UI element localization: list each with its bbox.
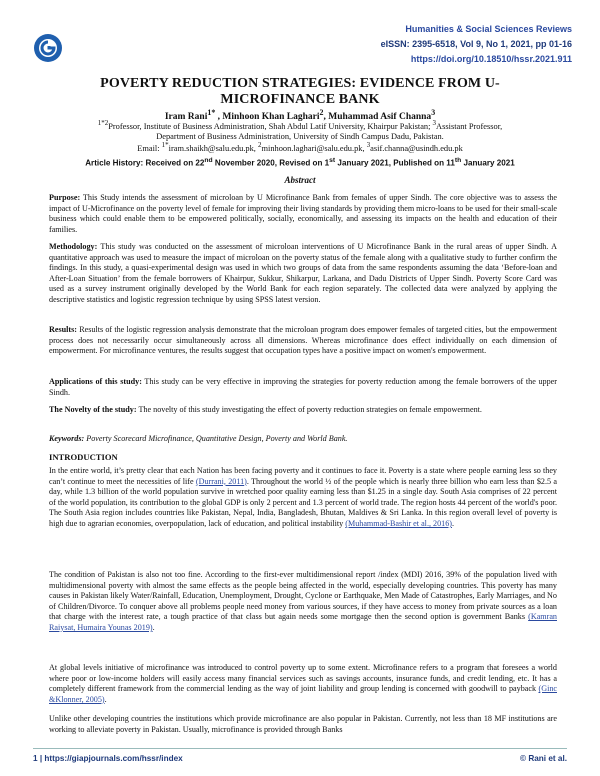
affil-part-2: Assistant Professor,: [436, 121, 503, 131]
intro-p2-text: .: [152, 622, 155, 632]
history-text: January 2021: [461, 158, 515, 168]
email-3[interactable]: asif.channa@usindh.edu.pk: [370, 143, 463, 153]
author-2-sup: 2: [319, 108, 324, 117]
history-sup: nd: [204, 157, 213, 164]
author-3: Muhammad Asif Channa: [328, 112, 432, 123]
footer-page-link[interactable]: 1 | https://giapjournals.com/hssr/index: [33, 754, 183, 763]
applications-paragraph: [49, 377, 557, 398]
intro-paragraph-1: [49, 466, 557, 530]
history-text: November 2020, Revised on 1: [212, 158, 330, 168]
citation-link[interactable]: (Muhammad-Bashir et al., 2016): [345, 518, 452, 528]
footer-divider: [33, 748, 567, 749]
journal-header: [381, 22, 572, 67]
keywords-text: Poverty Scorecard Microfinance, Quantitative Design, Poverty and World Bank.: [84, 434, 348, 443]
intro-p1-text: . Throughout the world ½ of the people which is nearly three billion who earn less than $2.5 a day, while 1.3 billion of the world population survive in wretched poor quality earning less than $1.25 in a single day. South Asia comprises of 22 percent of the world population, its contribution to the global GDP is only 2 percent and 1.3 percent of world trade. The region hosts 44 percent of the world's poor. The South Asia region includes countries like Pakistan, Nepal, India, Bangladesh, Bhutan, Maldives & Sri Lanka. In this region overall level of poverty is high due to agrarian economies, overpopulation, lack of education, and political instability: [49, 476, 557, 528]
affil-line-2: Department of Business Administration, University of Sindh Campus Dadu, Pakistan.: [156, 132, 444, 142]
citation-link[interactable]: (Durrani, 2011): [195, 476, 247, 486]
citation-link[interactable]: (Ginc &Klonner, 2005): [49, 684, 557, 704]
history-sup: th: [454, 157, 462, 164]
author-1: Iram Rani: [164, 112, 208, 123]
methodology-text: This study was conducted on the assessment of microloan interventions of U Microfinance Bank in the rural areas of upper Sindh. A quantitative approach was used to measure the impact of microloan on the poverty status of the female along with a qualitative study to further confirm the findings. In this study, a quasi-experimental design was used in which two groups of data from the same respondents assuming the data ‘Before-loan and After-Loan Situation’ from the female borrowers of Khairpur, Sukkur, Shikarpur, Larkana, and Dadu Districts of Upper Sindh. Poverty Score Card was used as a survey instrument originally developed by the World Bank for each region separately. The collected data were analyzed by applying the descriptive statistics and logistic regression technique by using SPSS latest version.: [49, 242, 557, 304]
methodology-paragraph: [49, 242, 557, 306]
email-1[interactable]: iram.shaikh@salu.edu.pk,: [168, 143, 258, 153]
email-2[interactable]: minhoon.laghari@salu.edu.pk,: [261, 143, 367, 153]
intro-p3-text: .: [104, 694, 107, 704]
journal-logo-icon: [33, 33, 63, 63]
email-sup: 3: [366, 141, 371, 149]
title-line-2: MICROFINANCE BANK: [220, 92, 380, 107]
email-sup: 2: [257, 141, 262, 149]
novelty-text: The novelty of this study investigating the effect of poverty reduction strategies on female empowerment.: [136, 405, 482, 414]
issn-line: eISSN: 2395-6518, Vol 9, No 1, 2021, pp 01-16: [380, 39, 572, 49]
history-sup: st: [329, 157, 336, 164]
page-footer: [33, 754, 567, 768]
keywords-line: [49, 434, 557, 445]
author-1-sup: 1*: [207, 108, 216, 117]
purpose-label: Purpose:: [49, 193, 81, 202]
results-text: Results of the logistic regression analysis demonstrate that the microloan program does empower females of targeted cities, but the empowerment process does not necessarily occur simultaneously across all dimensions. Whereas microfinance does effect individually on each dimension of empowerment. For microfinance ventures, the results suggest that occupation types have a positive impact on women's empowerment.: [49, 325, 557, 356]
journal-name: Humanities & Social Sciences Reviews: [405, 24, 572, 34]
author-sep: ,: [215, 112, 223, 123]
intro-p1-text: .: [452, 518, 455, 528]
author-emails: [30, 140, 570, 154]
abstract-heading: Abstract: [284, 175, 316, 185]
affil-sup: 1*2: [97, 119, 109, 127]
intro-p2-text: The condition of Pakistan is also not too fine. According to the first-ever multidimensional report /index (MDI) 2016, 39% of the population lived with multidimensional poverty with almost the same effects as the people being affected in the world, especially developing countries. This poverty has many causes in Pakistan likely Water/Rainfall, Education, Unemployment, Drought, Cyclone or Earthquake, Men Made of Catastrophes, Early Marriages, and No of Children/Divorce. To conquer above all problems people need money from various sources, if they have access to money from private sources as a loan that charge with the interest rate, a tough practice of that class but again needs some mortgage then the second option is government Banks: [49, 570, 557, 622]
affil-part-1: Professor, Institute of Business Administration, Shah Abdul Latif University, Khairpur Pakistan;: [108, 121, 433, 131]
affil-sup: 3: [432, 119, 437, 127]
keywords-label: Keywords:: [49, 434, 85, 443]
methodology-label: Methodology:: [49, 242, 98, 251]
doi-link[interactable]: https://doi.org/10.18510/hssr.2021.911: [410, 54, 572, 64]
applications-text: This study can be very effective in improving the strategies for poverty reduction among the female borrowers of the upper Sindh.: [49, 377, 557, 397]
purpose-paragraph: [49, 193, 557, 235]
intro-p1-text: In the entire world, it’s pretty clear that each Nation has been facing poverty and it continues to face it. Poverty is a state where people earning less so they can’t continue to meet the necessities of life: [49, 466, 557, 486]
email-label: Email:: [137, 143, 162, 153]
author-2: Minhoon Khan Laghari: [222, 112, 320, 123]
intro-paragraph-3: [49, 663, 557, 705]
results-label: Results:: [49, 325, 77, 334]
intro-p4-text: Unlike other developing countries the institutions which provide microfinance are also popular in Pakistan. Currently, not less than 18 MF institutions are working to alleviate poverty in Pakistan. Usually, microfinance is provided through Banks: [49, 714, 557, 734]
history-text: Article History: Received on 22: [85, 158, 205, 168]
footer-copyright: © Rani et al.: [520, 754, 567, 763]
title-line-1: POVERTY REDUCTION STRATEGIES: EVIDENCE FROM U-: [100, 76, 500, 91]
paper-title: [40, 76, 560, 108]
novelty-label: The Novelty of the study:: [49, 405, 137, 414]
applications-label: Applications of this study:: [49, 377, 142, 386]
novelty-paragraph: [49, 405, 557, 416]
results-paragraph: [49, 325, 557, 357]
email-sup: 1*: [161, 141, 169, 149]
author-3-sup: 3: [431, 108, 436, 117]
article-history: [30, 155, 570, 169]
citation-link[interactable]: (Kamran Raiysat, Humaira Younas 2019): [49, 612, 557, 632]
intro-paragraph-4: [49, 714, 557, 735]
intro-p3-text: At global levels initiative of microfinance was introduced to control poverty up to some extent. Microfinance refers to a program that foresees a world where poor or low-income holders will easily access many financial services such as savings accounts, insurance funds, and credit lending, etc. It has a completely different framework from the commercial lending as the way of joint liability and group lending is concerned with goodwill to payback: [49, 663, 557, 694]
purpose-text: This Study intends the assessment of microloan by U Microfinance Bank from females of upper Sindh. The core objective was to assess the impact of U-Microfinance on the poverty level of female for improving their living standards by providing them micro-loans to be used for their small-scale business which could enable them to be empowered politically, socially, economically, and assessing its impacts on the health and education of their families.: [49, 193, 557, 234]
history-text: January 2021, Published on 11: [335, 158, 455, 168]
introduction-heading: INTRODUCTION: [49, 452, 118, 462]
intro-paragraph-2: [49, 570, 557, 634]
author-sep: ,: [323, 112, 329, 123]
